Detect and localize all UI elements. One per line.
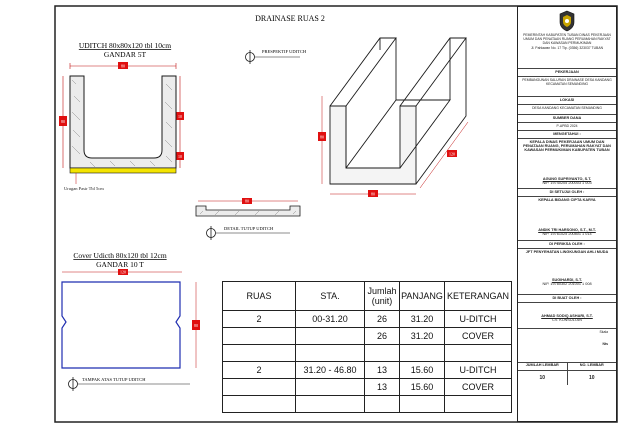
table-row	[223, 345, 512, 362]
tb-dibuat: AHMAD SODIQ ASHARI, S.T. CV. KONSULTAN	[518, 303, 616, 329]
uditch-dim-left: 80	[61, 119, 65, 124]
table-row: 2 00-31.20 26 31.20 U-DITCH	[223, 311, 512, 328]
tb-jft: JFT PENYEHATAN LINGKUNGAN AHLI MUDA SUGIHARDI, S.T. NIP. 19780302 201001 1 008	[518, 249, 616, 295]
tb-lokasi: DESA KANDANG KECAMATAN SEMANDING	[518, 105, 616, 115]
regency-logo	[558, 10, 576, 32]
table-row: 13 15.60 COVER	[223, 379, 512, 396]
uditch-note: Urugan Pasir Tbl 5cm	[64, 186, 104, 191]
col-keterangan: KETERANGAN	[445, 282, 512, 311]
col-jumlah: Jumlah (unit)	[365, 282, 400, 311]
perspective-dim-height: 80	[320, 134, 324, 140]
perspective-dim-length: 120	[449, 151, 455, 157]
tb-lembar-values: 10 10	[518, 371, 616, 385]
cover-detail	[196, 198, 300, 240]
uditch-dim-top: 80	[121, 63, 125, 69]
table-row	[223, 396, 512, 413]
cover-subtitle: GANDAR 10 T	[96, 260, 144, 269]
table-header-row	[223, 282, 512, 311]
col-sta: STA.	[296, 282, 365, 311]
table-row: 26 31.20 COVER	[223, 328, 512, 345]
tb-sumber: P-APBD 2024	[518, 123, 616, 131]
uditch-perspective	[322, 38, 468, 194]
uditch-dim-right-top: 10	[178, 114, 182, 119]
cover-dim-top: 120	[120, 269, 126, 275]
tb-kabid: KEPALA BIDANG CIPTA KARYA ANDIK TRI HARSONO, S.T., M.T. NIP. 19761025 200801 1 014	[518, 197, 616, 241]
quantity-table	[222, 281, 512, 413]
col-ruas: RUAS	[223, 282, 296, 311]
cover-detail-dim: 80	[245, 198, 249, 204]
uditch-title: UDITCH 80x80x120 tbl 10cm	[78, 41, 172, 50]
cover-dim-right: 80	[194, 323, 198, 328]
tb-kepala: KEPALA DINAS PEKERJAAN UMUM DAN PENATAAN RUANG, PERUMAHAN RAKYAT DAN KAWASAN PERMUKIMAN KABUPATEN TUBAN AGUNG SUPRIYANTO, S.T. NIP. 19740205 200003 1 003	[518, 139, 616, 189]
tb-pekerjaan: PEMBANGUNAN SALURAN DRAINASE DESA KANDANG KECAMATAN SEMANDING	[518, 77, 616, 97]
table-row: 2 31.20 - 46.80 13 15.60 U-DITCH	[223, 362, 512, 379]
uditch-subtitle: GANDAR 5T	[103, 50, 147, 59]
perspective-dim-width: 80	[371, 191, 375, 197]
cover-top-view	[62, 269, 200, 391]
tb-lembar-head: JUMLAH LEMBAR NO. LEMBAR	[518, 363, 616, 371]
cover-title: Cover Udicth 80x120 tbl 12cm	[73, 251, 167, 260]
title-block: PEMERINTAH KABUPATEN TUBAN DINAS PEKERJAAN UMUM DAN PENATAAN RUANG PERUMAHAN RAKYAT DAN KAWASAN PERMUKIMAN Jl. Pahlawan No. 17 Tlp. (0356) 323037 TUBAN PEKERJAAN PEMBANGUNAN SALURAN DRAINASE DESA KANDANG KECAMATAN SEMANDING LOKASI DESA KANDANG KECAMATAN SEMANDING SUMBER DANA P-APBD 2024 MENGETAHUI : KEPALA DINAS PEKERJAAN UMUM DAN PENATAAN RUANG, PERUMAHAN RAKYAT DAN KAWASAN PERMUKIMAN KABUPATEN TUBAN AGUNG SUPRIYANTO, S.T. NIP. 19740205 200003 1 003 DI SETUJUI OLEH : KEPALA BIDANG CIPTA KARYA ANDIK TRI HARSONO, S.T., M.T. NIP. 19761025 200801 1 014 DI PERIKSA OLEH : JFT PENYEHATAN LINGKUNGAN AHLI MUDA SUGIHARDI, S.T. NIP. 19780302 201001 1 008 DI BUAT OLEH : AHMAD SODIQ ASHARI, S.T. CV. KONSULTAN Skala Nts JUMLAH LEMBAR NO. LEMBAR 10 10	[517, 6, 617, 422]
tb-agency: PEMERINTAH KABUPATEN TUBAN DINAS PEKERJAAN UMUM DAN PENATAAN RUANG PERUMAHAN RAKYAT DAN KAWASAN PERMUKIMAN Jl. Pahlawan No. 17 Tlp. (0356) 323037 TUBAN	[518, 7, 616, 69]
col-panjang: PANJANG	[400, 282, 445, 311]
drawing-title: DRAINASE RUAS 2	[255, 14, 325, 23]
uditch-section	[59, 62, 184, 191]
sand-bedding	[70, 168, 176, 173]
cover-top-label: TAMPAK ATAS TUTUP UDITCH	[82, 377, 146, 382]
tb-skala: Skala Nts	[518, 329, 616, 363]
uditch-dim-right-bottom: 10	[178, 154, 182, 159]
perspective-label: PRESPEKTIF UDITCH	[262, 49, 307, 54]
cover-detail-label: DETAIL TUTUP UDITCH	[224, 226, 274, 231]
